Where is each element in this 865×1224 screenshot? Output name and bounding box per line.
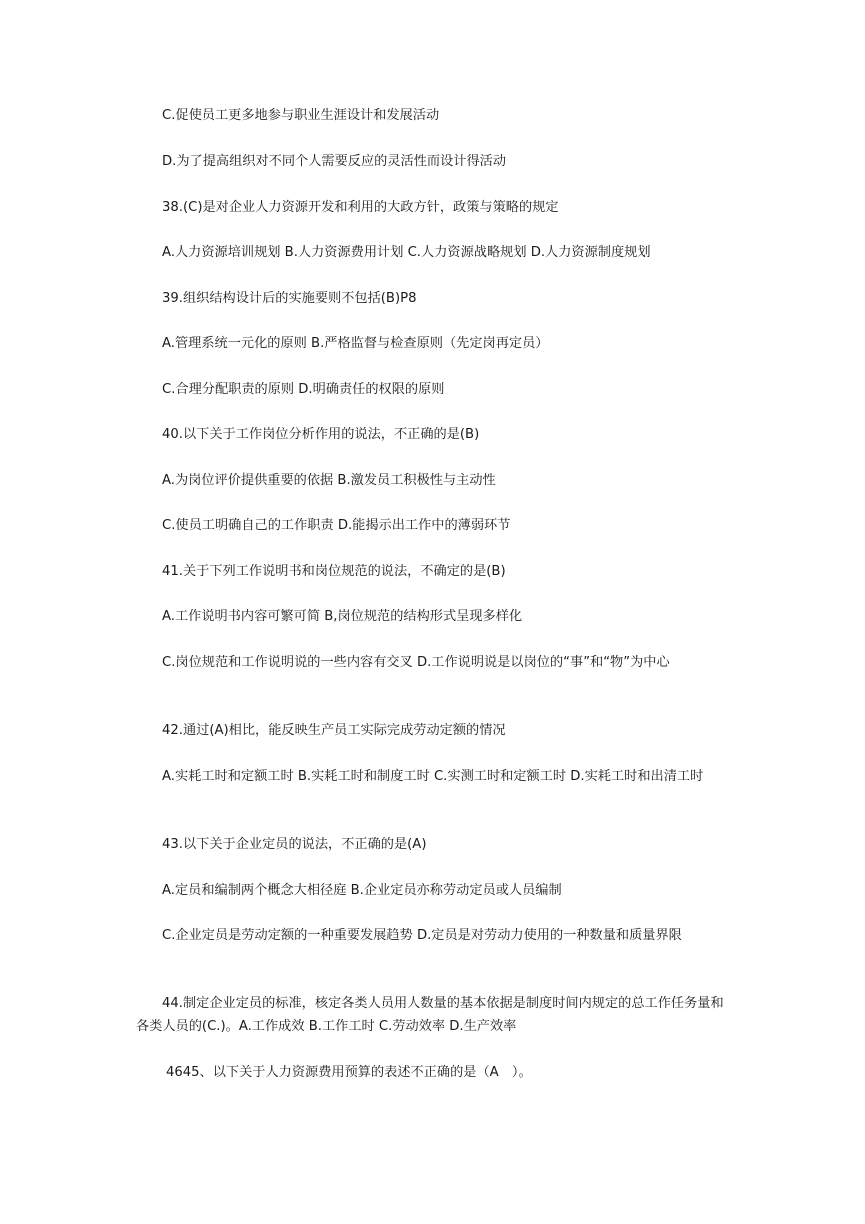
question-42: 42.通过(A)相比，能反映生产员工实际完成劳动定额的情况	[162, 723, 506, 738]
question-41-options-ab: A.工作说明书内容可繁可简 B,岗位规范的结构形式呈现多样化	[162, 609, 523, 624]
question-42-options: A.实耗工时和定额工时 B.实耗工时和制度工时 C.实测工时和定额工时 D.实耗工时和出清工时	[162, 769, 704, 784]
question-39-options-cd: C.合理分配职责的原则 D.明确责任的权限的原则	[162, 382, 445, 397]
question-43-options-cd: C.企业定员是劳动定额的一种重要发展趋势 D.定员是对劳动力使用的一种数量和质量界限	[162, 928, 682, 943]
question-41-options-cd: C.岗位规范和工作说明说的一些内容有交叉 D.工作说明说是以岗位的“事”和“物”为中心	[162, 655, 670, 670]
paragraph-option-c: C.促使员工更多地参与职业生涯设计和发展活动	[162, 108, 440, 123]
question-38: 38.(C)是对企业人力资源开发和利用的大政方针，政策与策略的规定	[162, 200, 559, 215]
question-39: 39.组织结构设计后的实施要则不包括(B)P8	[162, 291, 417, 306]
paragraph-option-d: D.为了提高组织对不同个人需要反应的灵活性而设计得活动	[162, 154, 507, 169]
question-40-options-cd: C.使员工明确自己的工作职责 D.能揭示出工作中的薄弱环节	[162, 518, 511, 533]
question-45: 4645、以下关于人力资源费用预算的表述不正确的是（A ）。	[166, 1065, 532, 1080]
question-40: 40.以下关于工作岗位分析作用的说法，不正确的是(B)	[162, 427, 480, 442]
question-41: 41.关于下列工作说明书和岗位规范的说法，不确定的是(B)	[162, 564, 506, 579]
question-44: 44.制定企业定员的标准，核定各类人员用人数量的基本依据是制度时间内规定的总工作任务量和各类人员的(C.)。A.工作成效 B.工作工时 C.劳动效率 D.生产效率	[136, 996, 724, 1034]
question-38-options: A.人力资源培训规划 B.人力资源费用计划 C.人力资源战略规划 D.人力资源制度规划	[162, 245, 651, 260]
question-43: 43.以下关于企业定员的说法，不正确的是(A)	[162, 837, 427, 852]
question-40-options-ab: A.为岗位评价提供重要的依据 B.激发员工积极性与主动性	[162, 473, 496, 488]
question-43-options-ab: A.定员和编制两个概念大相径庭 B.企业定员亦称劳动定员或人员编制	[162, 883, 562, 898]
question-39-options-ab: A.管理系统一元化的原则 B.严格监督与检查原则（先定岗再定员）	[162, 336, 549, 351]
